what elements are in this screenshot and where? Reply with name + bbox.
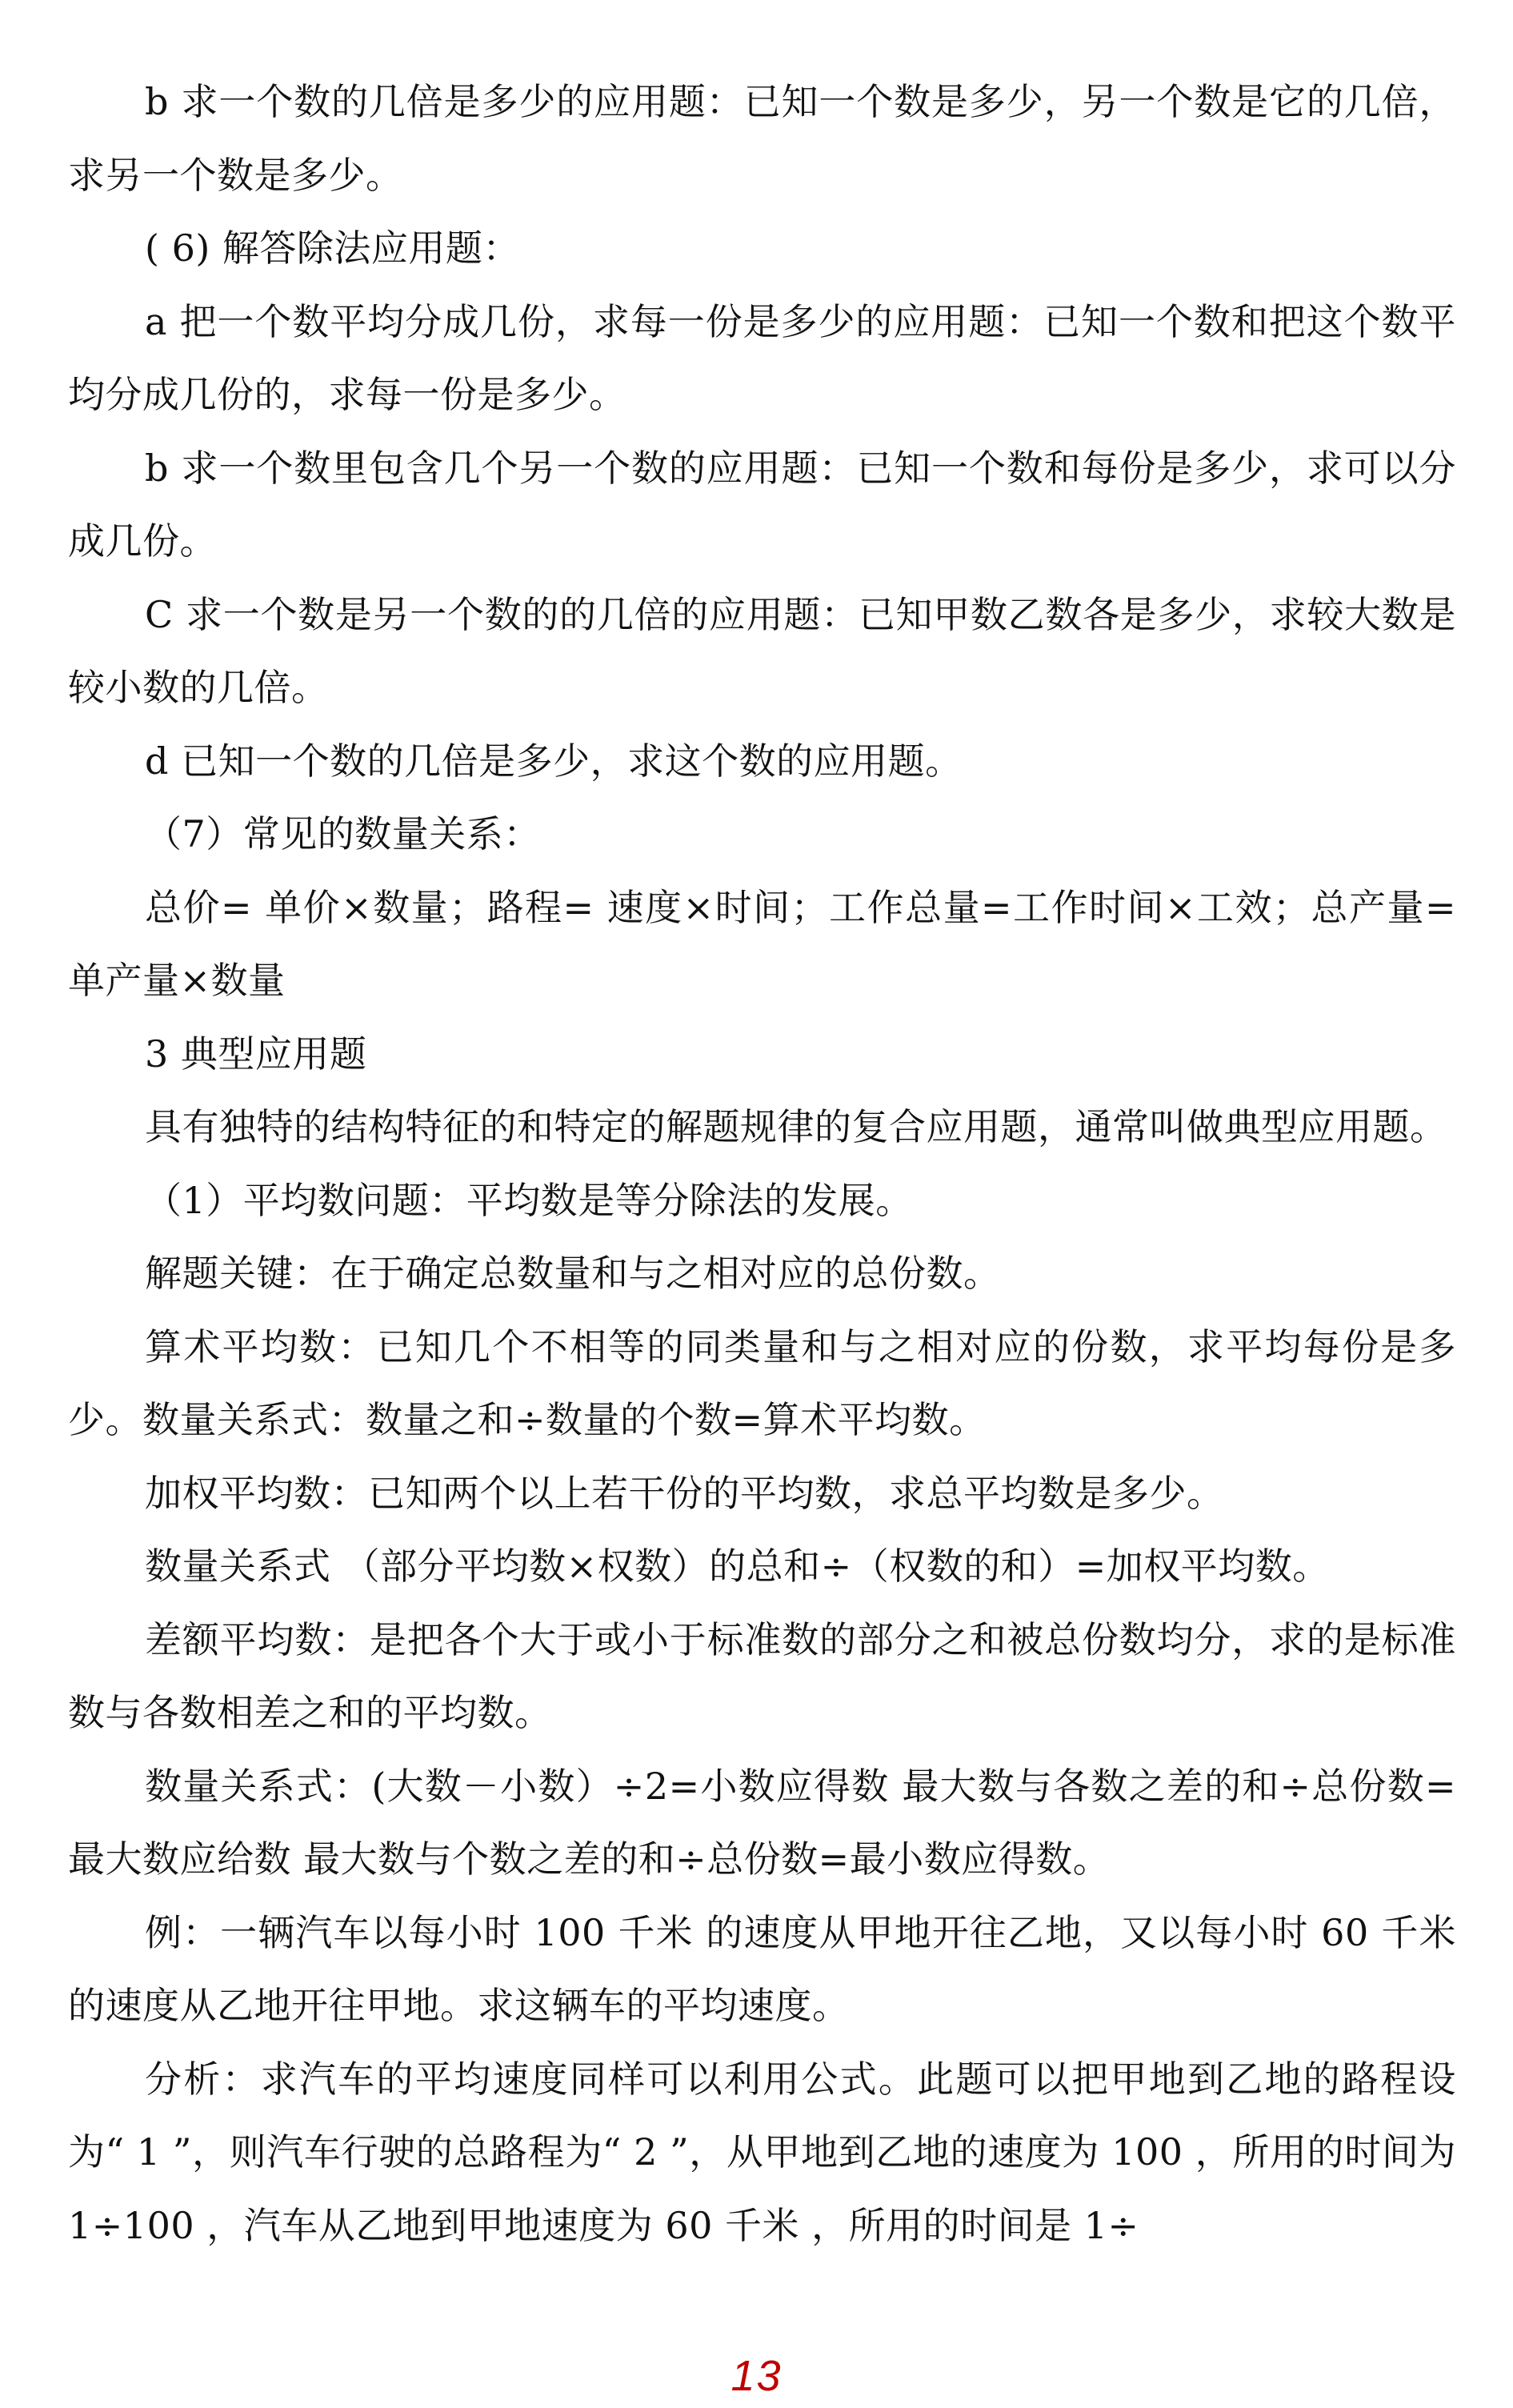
page-number: 13: [730, 2352, 783, 2400]
paragraph-multiplication-b: b 求一个数的几倍是多少的应用题：已知一个数是多少，另一个数是它的几倍，求另一个数是多少。: [68, 80, 1456, 197]
paragraph-difference-formula: 数量关系式：(大数－小数）÷2=小数应得数 最大数与各数之差的和÷总份数=最大数应给数 最大数与个数之差的和÷总份数=最小数应得数。: [68, 1764, 1456, 1881]
paragraph-typical-definition: 具有独特的结构特征的和特定的解题规律的复合应用题，通常叫做典型应用题。: [145, 1105, 1447, 1148]
paragraph-division-b: b 求一个数里包含几个另一个数的应用题：已知一个数和每份是多少，求可以分成几份。: [68, 446, 1456, 563]
paragraph-division-a: a 把一个数平均分成几份，求每一份是多少的应用题：已知一个数和把这个数平均分成几份的，求每一份是多少。: [68, 299, 1456, 416]
paragraph-analysis: 分析：求汽车的平均速度同样可以利用公式。此题可以把甲地到乙地的路程设为“ 1 ”，则汽车行驶的总路程为“ 2 ”，从甲地到乙地的速度为 100 ，所用的时间为 1÷100 ，汽车从乙地到甲地速度为 60 千米 ，所用的时间是 1÷: [68, 2057, 1456, 2247]
document-body: [68, 66, 1456, 2262]
paragraph-difference-mean: 差额平均数：是把各个大于或小于标准数的部分之和被总份数均分，求的是标准数与各数相差之和的平均数。: [68, 1617, 1456, 1734]
paragraph-division-c: C 求一个数是另一个数的的几倍的应用题：已知甲数乙数各是多少，求较大数是较小数的几倍。: [68, 592, 1456, 709]
paragraph-example: 例：一辆汽车以每小时 100 千米 的速度从甲地开往乙地，又以每小时 60 千米的速度从乙地开往甲地。求这辆车的平均速度。: [68, 1910, 1456, 2027]
heading-typical-problems: 3 典型应用题: [145, 1032, 367, 1076]
paragraph-division-d: d 已知一个数的几倍是多少，求这个数的应用题。: [145, 739, 963, 783]
heading-quantity-relations: （7）常见的数量关系：: [145, 812, 541, 855]
paragraph-weighted-formula: 数量关系式 （部分平均数×权数）的总和÷（权数的和）=加权平均数。: [145, 1545, 1330, 1588]
heading-average-problems: （1）平均数问题：平均数是等分除法的发展。: [145, 1178, 913, 1222]
paragraph-arithmetic-mean: 算术平均数：已知几个不相等的同类量和与之相对应的份数，求平均每份是多少。数量关系式：数量之和÷数量的个数=算术平均数。: [68, 1324, 1456, 1441]
paragraph-quantity-formulas: 总价= 单价×数量；路程= 速度×时间；工作总量=工作时间×工效；总产量=单产量×数量: [68, 885, 1456, 1002]
paragraph-solution-key: 解题关键：在于确定总数量和与之相对应的总份数。: [145, 1252, 1001, 1295]
paragraph-weighted-mean: 加权平均数：已知两个以上若干份的平均数，求总平均数是多少。: [145, 1471, 1224, 1515]
heading-division-problems: ( 6) 解答除法应用题：: [145, 226, 520, 270]
